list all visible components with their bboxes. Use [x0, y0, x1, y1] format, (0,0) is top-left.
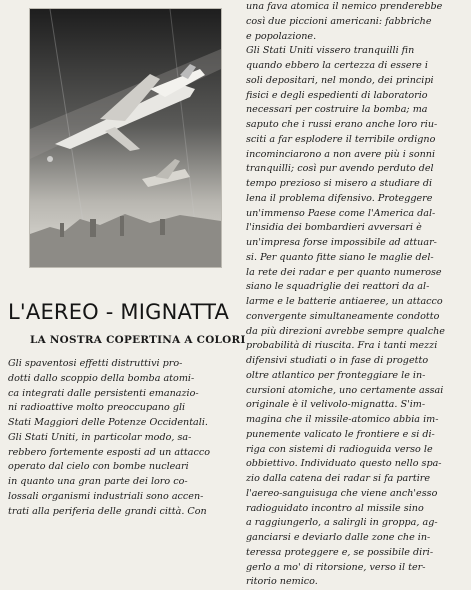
text-line: ni radioattive molto preoccupano gli — [8, 402, 186, 414]
text-line: riga con sistemi di radioguida verso le — [246, 443, 433, 455]
text-line: gerlo a mo' di ritorsione, verso il ter- — [246, 561, 426, 573]
text-line: necessari per costruire la bomba; ma — [246, 104, 428, 116]
text-line: originale è il velivolo-mignatta. S'im- — [246, 399, 426, 411]
text-line: si. Per quanto fitte siano le maglie del- — [246, 251, 434, 263]
text-line: radioguidato incontro al missile sino — [246, 502, 424, 514]
article-subtitle: LA NOSTRA COPERTINA A COLORI — [30, 334, 246, 346]
text-line: saputo che i russi erano anche loro riu- — [246, 119, 438, 130]
text-line: da più direzioni avrebbe sempre qualche — [246, 325, 445, 337]
text-line: magina che il missile-atomico abbia im- — [246, 414, 439, 425]
text-line: tranquilli; così pur avendo perduto del — [246, 163, 434, 175]
text-line: un'immenso Paese come l'America dal- — [246, 207, 436, 219]
text-line: trati alla periferia delle grandi città. Con — [8, 505, 207, 517]
text-line: quando ebbero la certezza di essere i — [246, 60, 428, 71]
text-line: ritorio nemico. — [246, 576, 318, 588]
text-line: punemente valicato le frontiere e si di- — [246, 428, 435, 440]
text-line: ca integrati dalle persistenti emanazio- — [8, 387, 199, 399]
text-line: l'aereo-sanguisuga che viene anch'esso — [246, 487, 438, 499]
left-column-text — [8, 357, 234, 519]
right-column-text — [246, 0, 471, 590]
text-line: difensivi studiati o in fase di progetto — [246, 355, 429, 366]
text-line: l'insidia dei bombardieri avversari è — [246, 222, 422, 234]
text-line: zio dalla catena dei radar si fa partire — [246, 473, 431, 484]
text-line: Gli spaventosi effetti distruttivi pro- — [8, 358, 183, 369]
text-line: così due piccioni americani: fabbriche — [246, 15, 432, 27]
text-line: Stati Maggiori delle Potenze Occidentali. — [8, 417, 208, 428]
text-line: lossali organismi industriali sono accen- — [8, 490, 204, 502]
text-line: operato dal cielo con bombe nucleari — [8, 461, 189, 473]
text-line: una fava atomica il nemico prenderebbe — [246, 1, 443, 12]
text-line: Gli Stati Uniti, in particolar modo, sa- — [8, 431, 192, 443]
text-line: convergente simultaneamente condotto — [246, 310, 440, 322]
cover-illustration — [29, 8, 222, 268]
text-line: soli depositari, nel mondo, dei principi — [246, 74, 434, 86]
text-line: ganciarsi e deviarlo dalle zone che in- — [246, 532, 431, 543]
text-line: la rete dei radar e per quanto numerose — [246, 266, 442, 278]
text-line: dotti dallo scoppio della bomba atomi- — [8, 372, 195, 384]
text-line: teressa proteggere e, se possibile diri- — [246, 546, 434, 558]
text-line: Gli Stati Uniti vissero tranquilli fin — [246, 45, 415, 57]
text-line: in quanto una gran parte dei loro co- — [8, 476, 188, 487]
text-line: obbiettivo. Individuato questo nello spa- — [246, 458, 442, 470]
article-title: L'AEREO - MIGNATTA — [8, 300, 230, 324]
text-line: a raggiungerlo, a salirgli in groppa, ag- — [246, 517, 438, 529]
text-line: un'impresa forse impossibile ad attuar- — [246, 237, 437, 248]
text-line: e popolazione. — [246, 30, 317, 42]
text-line: probabilità di riuscita. Fra i tanti mezzi — [246, 340, 438, 352]
text-line: lena il problema difensivo. Proteggere — [246, 192, 433, 204]
text-line: siano le squadriglie dei reattori da al- — [246, 281, 430, 293]
text-line: fisici e degli espedienti di laboratorio — [246, 89, 428, 101]
text-line: incominciarono a non avere più i sonni — [246, 148, 436, 160]
text-line: rebbero fortemente esposti ad un attacco — [8, 446, 211, 458]
text-line: oltre atlantico per fronteggiare le in- — [246, 369, 426, 381]
text-line: larme e le batterie antiaeree, un attacco — [246, 296, 443, 307]
text-line: cursioni atomiche, uno certamente assai — [246, 384, 444, 396]
text-line: tempo prezioso si misero a studiare di — [246, 178, 433, 189]
text-line: sciti a far esplodere il terribile ordigno — [246, 133, 436, 145]
aircraft-illustration-graphic — [30, 9, 221, 267]
